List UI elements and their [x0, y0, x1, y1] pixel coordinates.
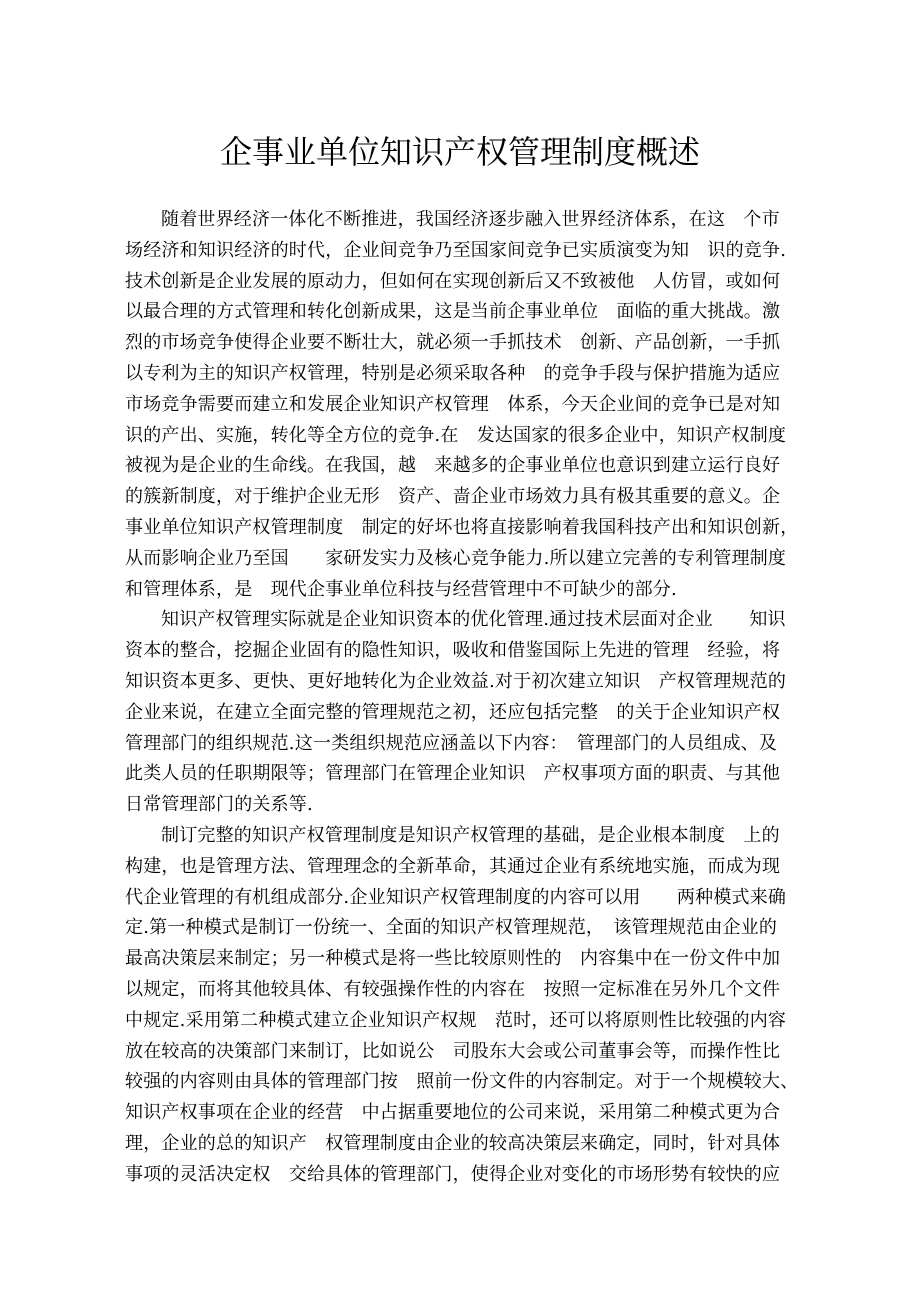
- text-line: 的簇新制度，对于维护企业无形 资产、啬企业市场效力具有极其重要的意义。企: [125, 486, 781, 508]
- text-line: 定.第一种模式是制订一份统一、全面的知识产权管理规范， 该管理规范由企业的: [125, 917, 778, 939]
- paragraph-1: [125, 205, 845, 605]
- text-line: 随着世界经济一体化不断推进，我国经济逐步融入世界经济体系，在这 个市: [161, 209, 780, 230]
- text-line: 从而影响企业乃至国 家研发实力及核心竞争能力.所以建立完善的专利管理制度: [125, 547, 787, 569]
- text-line: 中规定.采用第二种模式建立企业知识产权规 范时，还可以将原则性比较强的内容: [125, 1009, 787, 1031]
- text-line: 市场竞争需要而建立和发展企业知识产权管理 体系，今天企业间的竞争已是对知: [125, 393, 781, 415]
- text-line: 企业来说，在建立全面完整的管理规范之初，还应包括完整 的关于企业知识产权: [125, 701, 781, 723]
- paragraph-3: [125, 821, 845, 1191]
- text-line: 烈的市场竞争使得企业要不断壮大，就必须一手抓技术 创新、产品创新，一手抓: [125, 332, 781, 354]
- text-line: 日常管理部门的关系等.: [125, 794, 313, 816]
- text-line: 知识产权管理实际就是企业知识资本的优化管理.通过技术层面对企业 知识: [161, 609, 786, 631]
- text-line: 以最合理的方式管理和转化创新成果，这是当前企事业单位 面临的重大挑战。激: [125, 301, 781, 323]
- text-line: 被视为是企业的生命线。在我国，越 来越多的企事业单位也意识到建立运行良好: [125, 455, 781, 477]
- text-line: 知识产权事项在企业的经营 中占据重要地位的公司来说，采用第二种模式更为合: [125, 1102, 781, 1124]
- text-line: 理，企业的总的知识产 权管理制度由企业的较高决策层来确定，同时，针对具体: [125, 1132, 781, 1154]
- text-line: 管理部门的组织规范.这一类组织规范应涵盖以下内容： 管理部门的人员组成、及: [125, 732, 778, 754]
- text-line: 最高决策层来制定；另一种模式是将一些比较原则性的 内容集中在一份文件中加: [125, 948, 781, 970]
- document-title: 企事业单位知识产权管理制度概述: [219, 133, 700, 171]
- text-line: 技术创新是企业发展的原动力，但如何在实现创新后又不致被他 人仿冒，或如何: [125, 270, 781, 292]
- text-line: 识的产出、实施，转化等全方位的竞争.在 发达国家的很多企业中，知识产权制度: [125, 424, 787, 446]
- text-line: 资本的整合，挖掘企业固有的隐性知识，吸收和借鉴国际上先进的管理 经验，将: [125, 640, 781, 662]
- text-line: 和管理体系，是 现代企事业单位科技与经营管理中不可缺少的部分.: [125, 578, 677, 600]
- text-line: 放在较高的决策部门来制订，比如说公 司股东大会或公司董事会等，而操作性比: [125, 1040, 781, 1062]
- text-line: 场经济和知识经济的时代，企业间竞争乃至国家间竞争已实质演变为知 识的竞争.: [125, 239, 787, 261]
- document-body: [125, 205, 845, 1191]
- text-line: 代企业管理的有机组成部分.企业知识产权管理制度的内容可以用 两种模式来确: [125, 886, 787, 908]
- text-line: 事业单位知识产权管理制度 制定的好坏也将直接影响着我国科技产出和知识创新，: [125, 516, 799, 538]
- text-line: 以规定，而将其他较具体、有较强操作性的内容在 按照一定标准在另外几个文件: [125, 978, 781, 1000]
- text-line: 制订完整的知识产权管理制度是知识产权管理的基础，是企业根本制度 上的: [161, 824, 780, 846]
- text-line: 知识资本更多、更快、更好地转化为企业效益.对于初次建立知识 产权管理规范的: [125, 670, 787, 692]
- text-line: 事项的灵活决定权 交给具体的管理部门，使得企业对变化的市场形势有较快的应: [125, 1163, 781, 1185]
- text-line: 构建，也是管理方法、管理理念的全新革命，其通过企业有系统地实施，而成为现: [125, 855, 781, 877]
- paragraph-2: [125, 605, 845, 821]
- text-line: 以专利为主的知识产权管理，特别是必须采取各种 的竞争手段与保护措施为适应: [125, 362, 781, 384]
- text-line: 较强的内容则由具体的管理部门按 照前一份文件的内容制定。对于一个规模较大、: [125, 1071, 799, 1093]
- text-line: 此类人员的任职期限等；管理部门在管理企业知识 产权事项方面的职责、与其他: [125, 763, 781, 785]
